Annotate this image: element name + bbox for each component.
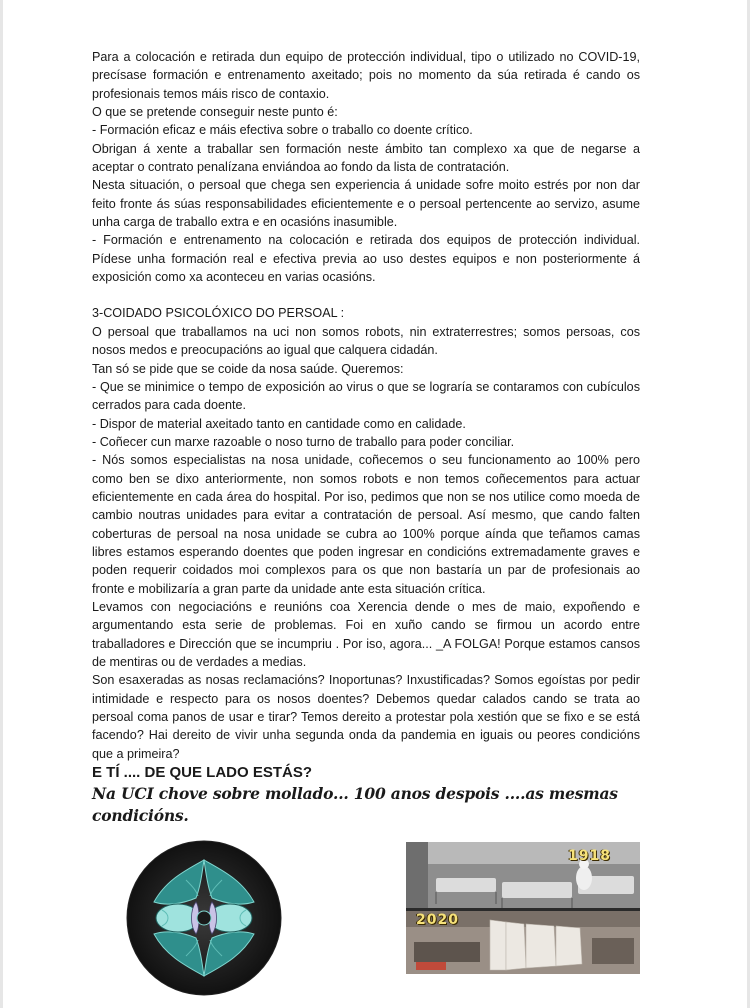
page-edge-left (0, 0, 3, 1008)
mandala-illustration (126, 840, 282, 996)
paragraph: Para a colocación e retirada dun equipo de protección individual, tipo o utilizado no COVID-19, precísase formación e entrenamento axeitado; pois no momento da súa retirada é cando os profesionais temos máis risco de contaxio. (92, 50, 640, 101)
paragraph: Obrigan á xente a traballar sen formación neste ámbito tan complexo xa que de negarse a aceptar o contrato penalízana enviándoa ao fondo da lista de contratación. (92, 141, 640, 175)
paragraph: O persoal que traballamos na uci non somos robots, nin extraterrestres; somos persoas, cos nosos medos e preocupacións ao igual que calquera cidadán. (92, 324, 640, 358)
paragraph: - Coñecer cun marxe razoable o noso turno de traballo para poder conciliar. (92, 434, 515, 449)
paragraph: - Formación e entrenamento na colocación e retirada dos equipos de protección individual. Pídese unha formación real e efectiva previa ao uso destes equipos e non posteriormente á exposición como xa aconteceu en varias ocasións. (92, 233, 640, 285)
paragraph: - Dispor de material axeitado tanto en cantidade como en calidade. (92, 416, 466, 431)
document-body (92, 48, 640, 827)
paragraph: Levamos con negociacións e reunións coa Xerencia dende o mes de maio, expoñendo e argumentando esta serie de problemas. Foi en xuño cando se firmou un acordo entre traballadores e Dirección que se incumpriu . Por iso, agora... _A FOLGA! Porque estamos cansos de mentiras ou de verdades a medias. (92, 599, 640, 669)
paragraph: - Nós somos especialistas na nosa unidade, coñecemos o seu funcionamento ao 100% pero como ben se dixo anteriormente, non somos robots e non temos coñecementos para actuar eficientemente en cada área do hospital. Por iso, pedimos que non se nos utilice como moeda de cambio noutras unidades para evitar a contratación de persoal. Así mesmo, que cando falten coberturas de persoal na nosa unidade se cubra ao 100% porque aínda que teñamos camas libres estamos esperando doentes que poden ingresar en condicións extremadamente graves e poden requerir coidados moi complexos para os que non bastaría un par de profesionais ao fronte e mobilizaría a gran parte da unidade ante esta situación crítica. (92, 453, 640, 596)
paragraph: Nesta situación, o persoal que chega sen experiencia á unidade sofre moito estrés por non dar feito fronte ás súas responsabilidades eficientemente e o persoal pertencente ao servizo, asume unha carga de traballo extra e en ocasións inasumible. (92, 178, 640, 230)
paragraph: Son esaxeradas as nosas reclamacións? Inoportunas? Inxustificadas? Somos egoístas por pedir intimidade e respecto para os nosos doentes? Debemos quedar calados cando se trata ao persoal coma panos de usar e tirar? Temos dereito a protestar pola xestión que se fixo e se está facendo? Hai dereito de vivir unha segunda onda da pandemia en iguais ou peores condicións que a primeira? (92, 673, 640, 761)
section-heading: 3-COIDADO PSICOLÓXICO DO PERSOAL : (92, 306, 345, 321)
year-label-2020: 2020 (416, 912, 459, 928)
year-label-1918: 1918 (568, 848, 611, 864)
closing-question: E TÍ .... DE QUE LADO ESTÁS? (92, 764, 313, 782)
paragraph: Tan só se pide que se coide da nosa saúde. Queremos: (92, 361, 404, 376)
paragraph: O que se pretende conseguir neste punto é: (92, 105, 338, 120)
spacer (92, 286, 640, 304)
paragraph: - Formación eficaz e máis efectiva sobre o traballo co doente crítico. (92, 123, 473, 138)
paragraph: - Que se minimice o tempo de exposición ao virus o que se lograría se contaramos con cubículos cerrados para cada doente. (92, 379, 640, 413)
hospital-comparison-photo (406, 842, 640, 974)
closing-slogan: Na UCI chove sobre mollado... 100 anos despois ....as mesmas condicións. (92, 784, 618, 826)
